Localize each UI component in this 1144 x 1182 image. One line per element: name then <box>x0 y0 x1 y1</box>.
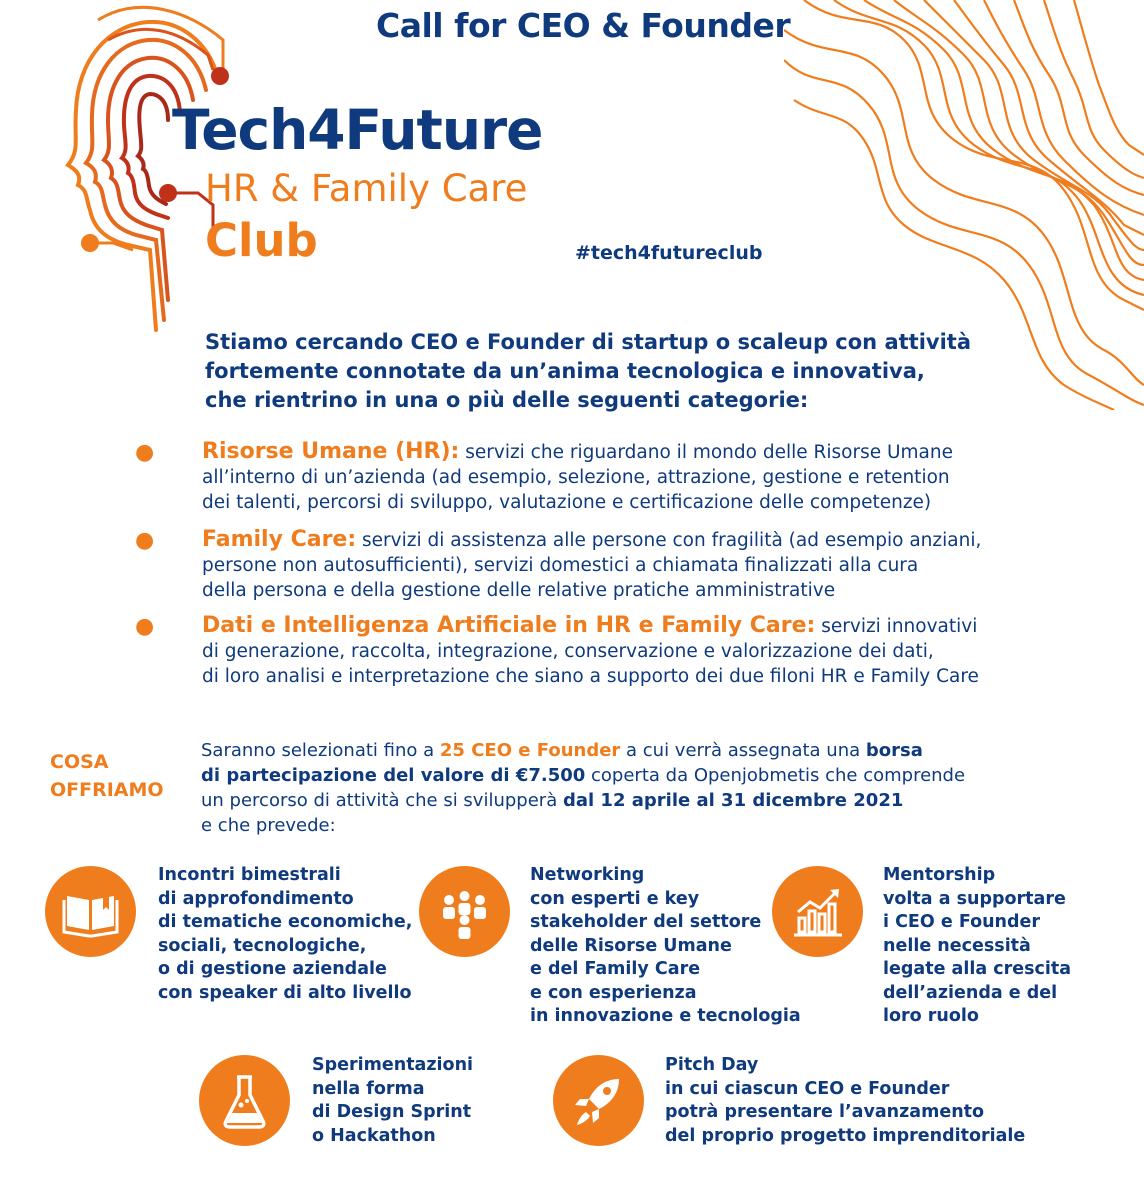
feature-line: in cui ciascun CEO e Founder <box>665 1078 950 1099</box>
feature-line: delle Risorse Umane <box>530 935 732 956</box>
bullet-icon: ● <box>135 440 155 465</box>
feature-line: o Hackathon <box>312 1125 436 1146</box>
brand-name: Tech4Future <box>172 98 543 162</box>
category-text: della persona e della gestione delle relative pratiche amministrative <box>202 580 836 601</box>
brand-club: Club <box>205 214 318 267</box>
offer-label-line: COSA <box>50 751 109 773</box>
category-text: dei talenti, percorsi di sviluppo, valutazione e certificazione delle competenze) <box>202 492 932 513</box>
feature-line: sociali, tecnologiche, <box>158 935 367 956</box>
feature-title: Pitch Day <box>665 1055 759 1075</box>
feature-line: volta a supportare <box>883 888 1066 909</box>
intro-line: Stiamo cercando CEO e Founder di startup o scaleup con attività <box>205 330 971 354</box>
intro-line: che rientrino in una o più delle seguenti categorie: <box>205 388 809 412</box>
feature-line: e con esperienza <box>530 982 697 1003</box>
feature-line: con esperti e key <box>530 888 700 909</box>
bullet-icon: ● <box>135 528 155 553</box>
feature-sperimentazioni <box>312 1054 473 1148</box>
offer-text: un percorso di attività che si svilupperà <box>201 790 563 811</box>
feature-title: Mentorship <box>883 865 996 885</box>
feature-line: stakeholder del settore <box>530 912 762 932</box>
feature-line: nelle necessità <box>883 935 1031 956</box>
feature-line: i CEO e Founder <box>883 912 1041 932</box>
feature-line: dell’azienda e del <box>883 982 1058 1003</box>
offer-text: coperta da Openjobmetis che comprende <box>585 765 966 786</box>
offer-bold: di partecipazione del valore di €7.500 <box>201 765 586 786</box>
feature-line: legate alla crescita <box>883 959 1072 979</box>
category-text: servizi innovativi <box>815 616 978 637</box>
call-title: Call for CEO & Founder <box>376 6 791 45</box>
offer-bold: borsa <box>865 740 923 761</box>
intro-paragraph <box>205 328 995 415</box>
feature-line: nella forma <box>312 1078 425 1099</box>
feature-line: con speaker di alto livello <box>158 982 412 1003</box>
category-text: di loro analisi e interpretazione che siano a supporto dei due filoni HR e Family Care <box>202 666 979 687</box>
offer-bold: dal 12 aprile al 31 dicembre 2021 <box>562 790 904 811</box>
people-network-icon <box>419 866 510 957</box>
bullet-icon: ● <box>135 614 155 639</box>
feature-line: loro ruolo <box>883 1006 979 1026</box>
book-icon <box>45 866 136 957</box>
feature-title: Incontri bimestrali <box>158 865 341 885</box>
feature-line: di approfondimento <box>158 888 354 909</box>
feature-incontri <box>158 864 412 1005</box>
feature-line: potrà presentare l’avanzamento <box>665 1102 985 1122</box>
flask-icon <box>199 1055 290 1146</box>
growth-chart-icon <box>772 866 863 957</box>
offer-paragraph <box>201 738 1031 838</box>
category-title: Family Care: <box>202 527 357 552</box>
offer-text: e che prevede: <box>201 815 336 836</box>
rocket-icon <box>553 1055 644 1146</box>
offer-label <box>50 748 164 804</box>
feature-line: in innovazione e tecnologia <box>530 1006 801 1026</box>
feature-line: di tematiche economiche, <box>158 912 413 932</box>
brand-subtitle: HR & Family Care <box>205 167 528 210</box>
category-text: di generazione, raccolta, integrazione, conservazione e valorizzazione dei dati, <box>202 641 934 662</box>
category-title: Risorse Umane (HR): <box>202 439 460 464</box>
feature-line: di Design Sprint <box>312 1102 472 1122</box>
feature-mentorship <box>883 864 1071 1029</box>
category-title: Dati e Intelligenza Artificiale in HR e Family Care: <box>202 613 816 638</box>
hashtag: #tech4futureclub <box>575 242 763 264</box>
intro-line: fortemente connotate da un’anima tecnologica e innovativa, <box>205 359 925 383</box>
feature-networking <box>530 864 801 1029</box>
feature-pitch-day <box>665 1054 1025 1148</box>
category-text: servizi di assistenza alle persone con fragilità (ad esempio anziani, <box>356 530 982 551</box>
category-text: all’interno di un’azienda (ad esempio, selezione, attrazione, gestione e retention <box>202 467 950 488</box>
offer-highlight: 25 CEO e Founder <box>439 740 621 761</box>
offer-text: a cui verrà assegnata una <box>620 740 866 761</box>
offer-label-line: OFFRIAMO <box>50 779 164 801</box>
offer-text: Saranno selezionati fino a <box>201 740 440 761</box>
feature-title: Networking <box>530 865 645 885</box>
feature-line: o di gestione aziendale <box>158 959 387 979</box>
category-text: persone non autosufficienti), servizi domestici a chiamata finalizzati alla cura <box>202 555 919 576</box>
category-text: servizi che riguardano il mondo delle Risorse Umane <box>459 442 953 463</box>
feature-line: del proprio progetto imprenditoriale <box>665 1125 1026 1146</box>
feature-line: e del Family Care <box>530 959 701 979</box>
feature-title: Sperimentazioni <box>312 1055 474 1075</box>
